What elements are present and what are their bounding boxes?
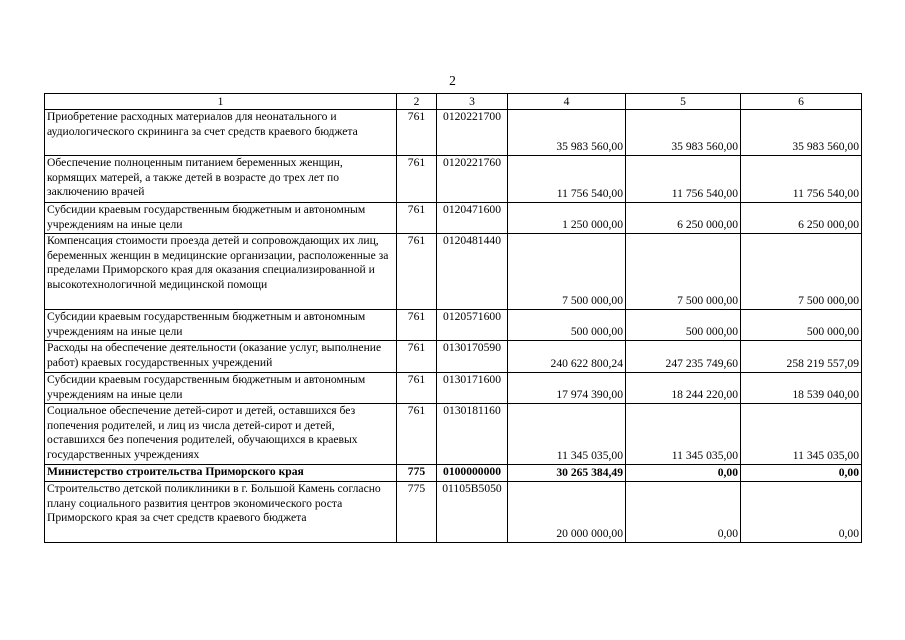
row-target-code: 0120571600 [437,310,508,341]
row-amount-6: 11 756 540,00 [741,156,862,203]
table-row [45,310,862,341]
column-header: 3 [437,94,508,110]
table-row-ministry-total [45,465,862,482]
table-row [45,203,862,234]
table-row [45,373,862,404]
row-amount-4: 20 000 000,00 [508,482,626,543]
row-dept-code: 761 [397,373,437,404]
row-amount-4: 35 983 560,00 [508,110,626,156]
row-amount-4: 11 756 540,00 [508,156,626,203]
table-row [45,482,862,543]
row-amount-6: 7 500 000,00 [741,234,862,310]
row-target-code: 01105B5050 [437,482,508,543]
row-target-code: 0120221700 [437,110,508,156]
column-header: 6 [741,94,862,110]
row-name: Строительство детской поликлиники в г. Большой Камень согласно плану социального развития центров экономического роста Приморского края за счет средств краевого бюджета [45,482,397,543]
row-name: Министерство строительства Приморского края [45,465,397,482]
row-target-code: 0100000000 [437,465,508,482]
row-dept-code: 761 [397,234,437,310]
row-target-code: 0120471600 [437,203,508,234]
row-target-code: 0130181160 [437,404,508,465]
row-name: Обеспечение полноценным питанием беременных женщин, кормящих матерей, а также детей в возрасте до трех лет по заключению врачей [45,156,397,203]
row-amount-5: 0,00 [626,465,741,482]
row-amount-6: 500 000,00 [741,310,862,341]
column-header: 5 [626,94,741,110]
row-target-code: 0130170590 [437,341,508,373]
row-target-code: 0130171600 [437,373,508,404]
row-dept-code: 775 [397,465,437,482]
row-amount-4: 17 974 390,00 [508,373,626,404]
row-amount-5: 11 345 035,00 [626,404,741,465]
row-amount-5: 11 756 540,00 [626,156,741,203]
row-name: Субсидии краевым государственным бюджетным и автономным учреждениям на иные цели [45,373,397,404]
row-name: Социальное обеспечение детей-сирот и детей, оставшихся без попечения родителей, и лиц из числа детей-сирот и детей, оставшихся без попечения родителей, обучающихся в краевых государственных учреждениях [45,404,397,465]
row-dept-code: 761 [397,310,437,341]
row-amount-4: 1 250 000,00 [508,203,626,234]
row-amount-4: 30 265 384,49 [508,465,626,482]
row-amount-5: 7 500 000,00 [626,234,741,310]
column-header: 1 [45,94,397,110]
budget-table [44,93,862,543]
page-number: 2 [449,73,456,88]
row-amount-6: 258 219 557,09 [741,341,862,373]
row-amount-5: 6 250 000,00 [626,203,741,234]
row-dept-code: 775 [397,482,437,543]
row-dept-code: 761 [397,203,437,234]
row-amount-4: 240 622 800,24 [508,341,626,373]
table-header-row [45,94,862,110]
row-amount-5: 18 244 220,00 [626,373,741,404]
row-dept-code: 761 [397,341,437,373]
row-name: Компенсация стоимости проезда детей и сопровождающих их лиц, беременных женщин в медицинские организации, расположенные за пределами Приморского края для оказания специализированной и высокотехнологичной медицинской помощи [45,234,397,310]
row-amount-6: 0,00 [741,482,862,543]
row-dept-code: 761 [397,156,437,203]
row-amount-5: 0,00 [626,482,741,543]
row-target-code: 0120221760 [437,156,508,203]
row-amount-5: 35 983 560,00 [626,110,741,156]
row-amount-6: 35 983 560,00 [741,110,862,156]
row-name: Субсидии краевым государственным бюджетным и автономным учреждениям на иные цели [45,310,397,341]
row-amount-6: 0,00 [741,465,862,482]
row-name: Субсидии краевым государственным бюджетным и автономным учреждениям на иные цели [45,203,397,234]
column-header: 2 [397,94,437,110]
row-amount-6: 11 345 035,00 [741,404,862,465]
row-amount-4: 500 000,00 [508,310,626,341]
table-row [45,234,862,310]
table-row [45,110,862,156]
row-amount-5: 500 000,00 [626,310,741,341]
column-header: 4 [508,94,626,110]
table-row [45,404,862,465]
row-amount-6: 6 250 000,00 [741,203,862,234]
table-row [45,156,862,203]
table-row [45,341,862,373]
row-dept-code: 761 [397,110,437,156]
row-amount-4: 11 345 035,00 [508,404,626,465]
row-amount-5: 247 235 749,60 [626,341,741,373]
row-amount-6: 18 539 040,00 [741,373,862,404]
row-name: Приобретение расходных материалов для неонатального и аудиологического скрининга за счет средств краевого бюджета [45,110,397,156]
row-dept-code: 761 [397,404,437,465]
row-name: Расходы на обеспечение деятельности (оказание услуг, выполнение работ) краевых государственных учреждений [45,341,397,373]
row-amount-4: 7 500 000,00 [508,234,626,310]
row-target-code: 0120481440 [437,234,508,310]
